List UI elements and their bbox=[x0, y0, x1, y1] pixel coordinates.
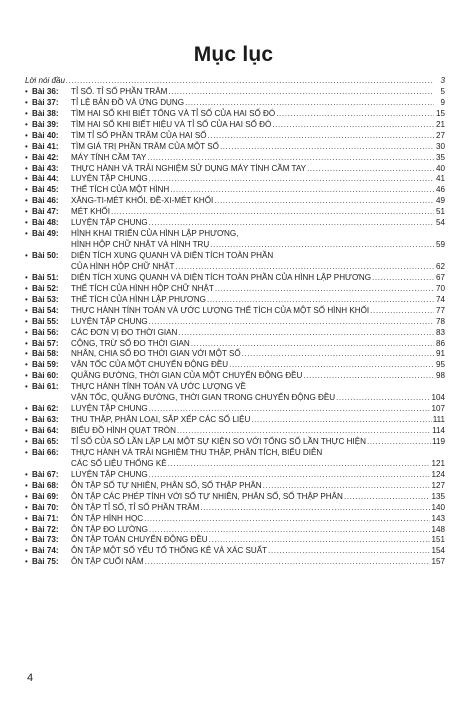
bullet-icon: • bbox=[25, 283, 28, 293]
toc-leader-dots bbox=[220, 142, 434, 153]
toc-entry-number: Bài 66: bbox=[32, 447, 59, 457]
toc-entry-page: 62 bbox=[435, 261, 445, 271]
toc-entry-number: Bài 68: bbox=[32, 480, 59, 490]
toc-leader-dots bbox=[145, 557, 431, 568]
bullet-icon: • bbox=[25, 557, 28, 567]
toc-entry-page: 46 bbox=[435, 185, 445, 195]
toc-entry[interactable] bbox=[25, 153, 445, 164]
toc-entry-title: CÁC ĐƠN VỊ ĐO THỜI GIAN bbox=[71, 327, 178, 337]
toc-entry-number: Bài 43: bbox=[32, 163, 59, 173]
toc-leader-dots bbox=[191, 339, 434, 350]
toc-leader-dots bbox=[111, 207, 434, 218]
toc-entry[interactable] bbox=[25, 284, 445, 295]
toc-entry-title: THỰC HÀNH TÍNH TOÁN VÀ ƯỚC LƯỢNG THỂ TÍCH CỦA MỘT SỐ HÌNH KHỐI bbox=[71, 305, 370, 315]
toc-entry-page: 157 bbox=[431, 557, 445, 567]
toc-leader-dots bbox=[215, 284, 434, 295]
toc-intro-label: Lời nói đầu bbox=[25, 76, 65, 85]
toc-entry-title: CÁC SỐ LIỆU THỐNG KÊ bbox=[71, 458, 167, 468]
bullet-icon: • bbox=[25, 502, 28, 512]
toc-entry-title: LUYỆN TẬP CHUNG bbox=[71, 469, 148, 479]
toc-entry-number: Bài 52: bbox=[32, 283, 59, 293]
toc-entry-page: 83 bbox=[435, 327, 445, 337]
toc-entry-number: Bài 72: bbox=[32, 524, 59, 534]
toc-entry-title: ÔN TẬP MỘT SỐ YẾU TỐ THỐNG KÊ VÀ XÁC SUẤT bbox=[71, 546, 268, 556]
toc-leader-dots bbox=[177, 426, 431, 437]
toc-entry-page: 5 bbox=[440, 86, 445, 96]
toc-entry-page: 9 bbox=[440, 97, 445, 107]
toc-leader-dots bbox=[200, 503, 430, 514]
toc-entry-title: NHÂN, CHIA SỐ ĐO THỜI GIAN VỚI MỘT SỐ bbox=[71, 349, 241, 359]
bullet-icon: • bbox=[25, 229, 28, 239]
toc-entry-page: 51 bbox=[435, 207, 445, 217]
bullet-icon: • bbox=[25, 86, 28, 96]
toc-entry-page: 77 bbox=[435, 305, 445, 315]
bullet-icon: • bbox=[25, 524, 28, 534]
toc-entry-number: Bài 59: bbox=[32, 360, 59, 370]
toc-entry-title: TÌM HAI SỐ KHI BIẾT TỔNG VÀ TỈ SỐ CỦA HAI SỐ ĐÓ bbox=[71, 108, 276, 118]
toc-entry[interactable] bbox=[25, 492, 445, 503]
toc-entry[interactable] bbox=[25, 371, 445, 382]
toc-entry-page: 127 bbox=[431, 480, 445, 490]
toc-entry[interactable] bbox=[25, 87, 445, 98]
toc-entry[interactable] bbox=[25, 207, 445, 218]
bullet-icon: • bbox=[25, 469, 28, 479]
toc-entry-number: Bài 64: bbox=[32, 426, 59, 436]
bullet-icon: • bbox=[25, 97, 28, 107]
toc-entry-page: 151 bbox=[431, 535, 445, 545]
toc-entry[interactable] bbox=[25, 196, 445, 207]
toc-entry-number: Bài 54: bbox=[32, 305, 59, 315]
toc-entry[interactable] bbox=[25, 360, 445, 371]
toc-leader-dots bbox=[263, 481, 431, 492]
toc-entry-title: ÔN TẬP CÁC PHÉP TÍNH VỚI SỐ TỰ NHIÊN, PHÂN SỐ, SỐ THẬP PHÂN bbox=[71, 491, 343, 501]
toc-leader-dots bbox=[207, 295, 434, 306]
toc-leader-dots bbox=[336, 393, 430, 404]
toc-entry-number: Bài 55: bbox=[32, 316, 59, 326]
toc-entry-number: Bài 49: bbox=[32, 229, 59, 239]
toc-entry-number: Bài 48: bbox=[32, 218, 59, 228]
toc-entry[interactable] bbox=[25, 120, 445, 131]
bullet-icon: • bbox=[25, 185, 28, 195]
toc-entry[interactable] bbox=[25, 131, 445, 142]
toc-entry[interactable] bbox=[25, 535, 445, 546]
toc-entry-number: Bài 51: bbox=[32, 272, 59, 282]
toc-entry-title: LUYỆN TẬP CHUNG bbox=[71, 404, 148, 414]
toc-leader-dots bbox=[367, 437, 431, 448]
toc-entry-title: BIỂU ĐỒ HÌNH QUẠT TRÒN bbox=[71, 426, 176, 436]
toc-entry[interactable] bbox=[25, 229, 445, 251]
toc-entry-number: Bài 65: bbox=[32, 436, 59, 446]
toc-entry-title: XĂNG-TI-MÉT KHỐI. ĐỀ-XI-MÉT KHỐI bbox=[71, 196, 214, 206]
bullet-icon: • bbox=[25, 360, 28, 370]
toc-leader-dots bbox=[229, 360, 434, 371]
toc-entry[interactable] bbox=[25, 218, 445, 229]
bullet-icon: • bbox=[25, 513, 28, 523]
toc-entry-page: 86 bbox=[435, 338, 445, 348]
toc-entry-title: THU THẬP, PHÂN LOẠI, SẮP XẾP CÁC SỐ LIỆU bbox=[71, 415, 251, 425]
toc-entry-title: LUYỆN TẬP CHUNG bbox=[71, 316, 148, 326]
toc-entry-number: Bài 56: bbox=[32, 327, 59, 337]
toc-entry-page: 111 bbox=[432, 415, 445, 425]
toc-entry-title: THỰC HÀNH TÍNH TOÁN VÀ ƯỚC LƯỢNG VỀ bbox=[71, 382, 246, 392]
bullet-icon: • bbox=[25, 371, 28, 381]
toc-entry-number: Bài 39: bbox=[32, 119, 59, 129]
toc-intro-row[interactable] bbox=[25, 76, 445, 87]
toc-entry-title: MÁY TÍNH CẦM TAY bbox=[71, 152, 147, 162]
bullet-icon: • bbox=[25, 349, 28, 359]
bullet-icon: • bbox=[25, 436, 28, 446]
toc-entry-page: 59 bbox=[435, 240, 445, 250]
toc-entry[interactable] bbox=[25, 98, 445, 109]
bullet-icon: • bbox=[25, 152, 28, 162]
bullet-icon: • bbox=[25, 415, 28, 425]
toc-entry-title: ÔN TẬP HÌNH HỌC bbox=[71, 513, 144, 523]
toc-entry-title: TỈ SỐ. TỈ SỐ PHẦN TRĂM bbox=[71, 86, 168, 96]
toc-entry-number: Bài 69: bbox=[32, 491, 59, 501]
toc-entry-title: TÌM HAI SỐ KHI BIẾT HIỆU VÀ TỈ SỐ CỦA HAI SỐ ĐÓ bbox=[71, 119, 272, 129]
toc-entry-number: Bài 71: bbox=[32, 513, 59, 523]
toc-leader-dots bbox=[214, 196, 434, 207]
bullet-icon: • bbox=[25, 294, 28, 304]
toc-entry-page: 15 bbox=[435, 108, 445, 118]
bullet-icon: • bbox=[25, 163, 28, 173]
toc-entry-number: Bài 45: bbox=[32, 185, 59, 195]
toc-entry-number: Bài 41: bbox=[32, 141, 59, 151]
toc-leader-dots bbox=[370, 306, 434, 317]
toc-entry-number: Bài 44: bbox=[32, 174, 59, 184]
toc-leader-dots bbox=[209, 535, 431, 546]
toc-entry[interactable] bbox=[25, 328, 445, 339]
toc-leader-dots bbox=[372, 273, 434, 284]
toc-entry-number: Bài 37: bbox=[32, 97, 59, 107]
toc-entry-page: 98 bbox=[435, 371, 445, 381]
toc-entry-number: Bài 75: bbox=[32, 557, 59, 567]
toc-entry-number: Bài 63: bbox=[32, 415, 59, 425]
toc-entry-page: 35 bbox=[435, 152, 445, 162]
toc-entry-number: Bài 36: bbox=[32, 86, 59, 96]
toc-entry-title: DIỆN TÍCH XUNG QUANH VÀ DIỆN TÍCH TOÀN PHẦN bbox=[71, 251, 274, 261]
toc-entry-title: LUYỆN TẬP CHUNG bbox=[71, 174, 148, 184]
bullet-icon: • bbox=[25, 404, 28, 414]
toc-entry-title: ÔN TẬP SỐ TỰ NHIÊN, PHÂN SỐ, SỐ THẬP PHÂN bbox=[71, 480, 262, 490]
toc-leader-dots bbox=[178, 328, 434, 339]
toc-leader-dots bbox=[149, 404, 431, 415]
toc-entry-number: Bài 60: bbox=[32, 371, 59, 381]
bullet-icon: • bbox=[25, 174, 28, 184]
toc-entry-number: Bài 62: bbox=[32, 404, 59, 414]
toc-entry-page: 74 bbox=[435, 294, 445, 304]
toc-entry-title: ÔN TẬP CUỐI NĂM bbox=[71, 557, 144, 567]
toc-entry-title: VẬN TỐC CỦA MỘT CHUYỂN ĐỘNG ĐỀU bbox=[71, 360, 229, 370]
toc-entry-page: 107 bbox=[431, 404, 445, 414]
toc-entry-number: Bài 61: bbox=[32, 382, 59, 392]
toc-entry[interactable] bbox=[25, 251, 445, 273]
bullet-icon: • bbox=[25, 546, 28, 556]
toc-leader-dots bbox=[149, 317, 434, 328]
toc-entry-page: 40 bbox=[435, 163, 445, 173]
toc-leader-dots bbox=[149, 470, 431, 481]
toc-leader-dots bbox=[66, 76, 434, 87]
toc-entry-number: Bài 58: bbox=[32, 349, 59, 359]
toc-entry-number: Bài 40: bbox=[32, 130, 59, 140]
toc-entry-number: Bài 42: bbox=[32, 152, 59, 162]
toc-entry[interactable] bbox=[25, 503, 445, 514]
toc-entry-number: Bài 47: bbox=[32, 207, 59, 217]
bullet-icon: • bbox=[25, 382, 28, 392]
toc-entry-title: MÉT KHỐI bbox=[71, 207, 110, 217]
toc-entry[interactable] bbox=[25, 339, 445, 350]
toc-entry-title: CỦA HÌNH HỘP CHỮ NHẬT bbox=[71, 261, 175, 271]
toc-entry[interactable] bbox=[25, 415, 445, 426]
bullet-icon: • bbox=[25, 480, 28, 490]
toc-entry-title: HÌNH HỘP CHỮ NHẬT VÀ HÌNH TRỤ bbox=[71, 240, 210, 250]
toc-entry-title: TÌM TỈ SỐ PHẦN TRĂM CỦA HAI SỐ bbox=[71, 130, 207, 140]
toc-leader-dots bbox=[276, 109, 434, 120]
bullet-icon: • bbox=[25, 207, 28, 217]
bullet-icon: • bbox=[25, 535, 28, 545]
toc-entry-title: VẬN TỐC, QUÃNG ĐƯỜNG, THỜI GIAN TRONG CHUYỂN ĐỘNG ĐỀU bbox=[71, 393, 336, 403]
toc-entry-page: 121 bbox=[431, 458, 445, 468]
toc-entry-number: Bài 57: bbox=[32, 338, 59, 348]
toc-entry[interactable] bbox=[25, 481, 445, 492]
toc-leader-dots bbox=[303, 371, 434, 382]
toc-entry-page: 21 bbox=[435, 119, 445, 129]
bullet-icon: • bbox=[25, 108, 28, 118]
toc-entry-page: 30 bbox=[435, 141, 445, 151]
toc-entry-page: 119 bbox=[432, 436, 445, 446]
toc-entry[interactable] bbox=[25, 295, 445, 306]
toc-entry-number: Bài 38: bbox=[32, 108, 59, 118]
toc-entry-number: Bài 74: bbox=[32, 546, 59, 556]
toc-entry-page: 70 bbox=[435, 283, 445, 293]
toc-entry[interactable] bbox=[25, 525, 445, 536]
toc-entry-page: 135 bbox=[431, 491, 445, 501]
toc-entry-title: LUYỆN TẬP CHUNG bbox=[71, 218, 148, 228]
page-title: Mục lục bbox=[193, 43, 274, 66]
toc-entry-title: TÌM GIÁ TRỊ PHẦN TRĂM CỦA MỘT SỐ bbox=[71, 141, 219, 151]
toc-entry[interactable] bbox=[25, 142, 445, 153]
toc-entry-number: Bài 50: bbox=[32, 251, 59, 261]
toc-entry[interactable] bbox=[25, 382, 445, 404]
toc-entry-page: 154 bbox=[431, 546, 445, 556]
toc-entry-title: QUÃNG ĐƯỜNG, THỜI GIAN CỦA MỘT CHUYỂN ĐỘNG ĐỀU bbox=[71, 371, 303, 381]
toc-leader-dots bbox=[170, 185, 434, 196]
toc-entry[interactable] bbox=[25, 448, 445, 470]
toc-entry[interactable] bbox=[25, 437, 445, 448]
toc-leader-dots bbox=[149, 218, 434, 229]
toc-entry-title: THỂ TÍCH CỦA HÌNH LẬP PHƯƠNG bbox=[71, 294, 206, 304]
toc-entry[interactable] bbox=[25, 546, 445, 557]
toc-entry-title: CỘNG, TRỪ SỐ ĐO THỜI GIAN bbox=[71, 338, 190, 348]
bullet-icon: • bbox=[25, 141, 28, 151]
toc-entry-number: Bài 53: bbox=[32, 294, 59, 304]
toc-leader-dots bbox=[175, 262, 434, 273]
toc-leader-dots bbox=[242, 349, 434, 360]
page-number: 4 bbox=[27, 672, 34, 684]
toc-leader-dots bbox=[149, 525, 431, 536]
toc-leader-dots bbox=[144, 514, 430, 525]
toc-entry-title: ÔN TẬP TOÁN CHUYỂN ĐỘNG ĐỀU bbox=[71, 535, 208, 545]
bullet-icon: • bbox=[25, 447, 28, 457]
bullet-icon: • bbox=[25, 130, 28, 140]
toc-entry-number: Bài 67: bbox=[32, 469, 59, 479]
toc-entry-title: HÌNH KHAI TRIỂN CỦA HÌNH LẬP PHƯƠNG, bbox=[71, 229, 239, 239]
toc-entry-title: THỂ TÍCH CỦA MỘT HÌNH bbox=[71, 185, 170, 195]
toc-entry[interactable] bbox=[25, 426, 445, 437]
toc-entry[interactable] bbox=[25, 185, 445, 196]
toc-entry-page: 148 bbox=[431, 524, 445, 534]
toc-leader-dots bbox=[210, 240, 434, 251]
toc-entry-number: Bài 73: bbox=[32, 535, 59, 545]
toc-entry-page: 54 bbox=[435, 218, 445, 228]
toc-leader-dots bbox=[268, 546, 430, 557]
bullet-icon: • bbox=[25, 338, 28, 348]
bullet-icon: • bbox=[25, 327, 28, 337]
toc-entry[interactable] bbox=[25, 174, 445, 185]
toc-entry-title: THỰC HÀNH VÀ TRẢI NGHIỆM SỬ DỤNG MÁY TÍNH CẦM TAY bbox=[71, 163, 307, 173]
toc-entry[interactable] bbox=[25, 273, 445, 284]
toc-entry[interactable] bbox=[25, 349, 445, 360]
toc-entry[interactable] bbox=[25, 470, 445, 481]
bullet-icon: • bbox=[25, 316, 28, 326]
toc-leader-dots bbox=[251, 415, 431, 426]
bullet-icon: • bbox=[25, 218, 28, 228]
table-of-contents bbox=[25, 76, 445, 568]
toc-entry-page: 49 bbox=[435, 196, 445, 206]
bullet-icon: • bbox=[25, 426, 28, 436]
toc-entry-page: 91 bbox=[435, 349, 445, 359]
toc-entry-page: 143 bbox=[431, 513, 445, 523]
toc-leader-dots bbox=[185, 98, 434, 109]
toc-leader-dots bbox=[208, 131, 434, 142]
toc-entry-title: THỰC HÀNH VÀ TRẢI NGHIỆM THU THẬP, PHÂN TÍCH, BIỂU DIỄN bbox=[71, 447, 323, 457]
bullet-icon: • bbox=[25, 251, 28, 261]
toc-entry[interactable] bbox=[25, 306, 445, 317]
toc-entry-title: TỈ SỐ CỦA SỐ LẦN LẶP LẠI MỘT SỰ KIỆN SO VỚI TỔNG SỐ LẦN THỰC HIỆN bbox=[71, 436, 366, 446]
bullet-icon: • bbox=[25, 196, 28, 206]
toc-leader-dots bbox=[149, 174, 434, 185]
toc-entry[interactable] bbox=[25, 164, 445, 175]
toc-entry[interactable] bbox=[25, 557, 445, 568]
toc-entry-title: TỈ LỆ BẢN ĐỒ VÀ ỨNG DỤNG bbox=[71, 97, 185, 107]
toc-entry-title: ÔN TẬP TỈ SỐ, TỈ SỐ PHẦN TRĂM bbox=[71, 502, 200, 512]
toc-entry-page: 114 bbox=[432, 426, 445, 436]
bullet-icon: • bbox=[25, 305, 28, 315]
toc-entry[interactable] bbox=[25, 404, 445, 415]
toc-leader-dots bbox=[168, 87, 434, 98]
toc-entry-title: ÔN TẬP ĐO LƯỜNG bbox=[71, 524, 148, 534]
toc-entry-page: 27 bbox=[435, 130, 445, 140]
toc-leader-dots bbox=[307, 164, 434, 175]
toc-entry-page: 78 bbox=[435, 316, 445, 326]
bullet-icon: • bbox=[25, 272, 28, 282]
bullet-icon: • bbox=[25, 119, 28, 129]
toc-entry-page: 67 bbox=[435, 272, 445, 282]
toc-leader-dots bbox=[344, 492, 431, 503]
toc-entry-title: THỂ TÍCH CỦA HÌNH HỘP CHỮ NHẬT bbox=[71, 283, 214, 293]
toc-entry-page: 140 bbox=[431, 502, 445, 512]
toc-entry-title: DIỆN TÍCH XUNG QUANH VÀ DIỆN TÍCH TOÀN PHẦN CỦA HÌNH LẬP PHƯƠNG bbox=[71, 272, 372, 282]
toc-entry-number: Bài 70: bbox=[32, 502, 59, 512]
toc-entry-page: 95 bbox=[435, 360, 445, 370]
toc-leader-dots bbox=[272, 120, 434, 131]
toc-leader-dots bbox=[168, 459, 431, 470]
toc-entry-page: 124 bbox=[431, 469, 445, 479]
toc-entry-number: Bài 46: bbox=[32, 196, 59, 206]
toc-intro-page: 3 bbox=[440, 76, 445, 85]
toc-entry[interactable] bbox=[25, 514, 445, 525]
toc-entry-page: 104 bbox=[431, 393, 445, 403]
toc-entry-page: 41 bbox=[435, 174, 445, 184]
toc-entry[interactable] bbox=[25, 109, 445, 120]
toc-leader-dots bbox=[147, 153, 434, 164]
bullet-icon: • bbox=[25, 491, 28, 501]
toc-entry[interactable] bbox=[25, 317, 445, 328]
